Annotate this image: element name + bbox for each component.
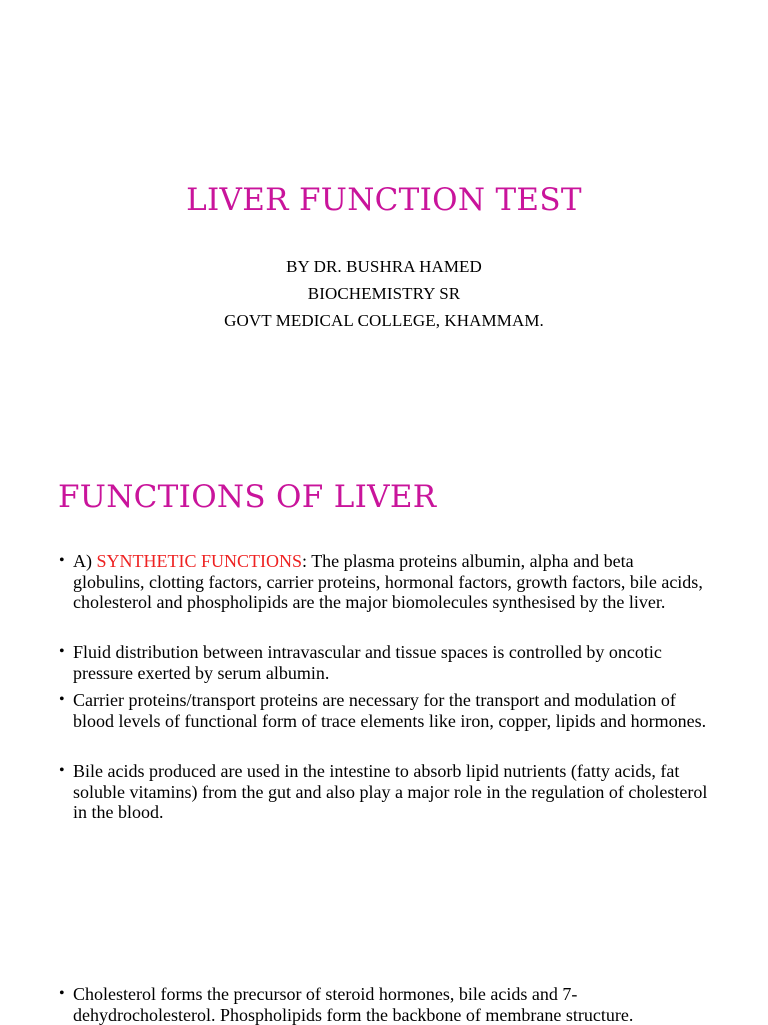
synthetic-functions-highlight: SYNTHETIC FUNCTIONS <box>96 551 303 571</box>
list-item <box>59 984 709 1025</box>
bullet-list-item-3 <box>59 690 709 731</box>
bullet-text: Carrier proteins/transport proteins are necessary for the transport and modulation of blood levels of functional form of trace elements like iron, copper, lipids and hormones. <box>73 690 707 731</box>
bullet-list-item-1 <box>59 551 709 613</box>
bullet-list-item-5 <box>59 984 709 1025</box>
list-item <box>59 551 709 613</box>
bullet-icon: • <box>59 691 65 708</box>
slide-title: LIVER FUNCTION TEST <box>186 182 582 218</box>
bullet-text: Cholesterol forms the precursor of steroid hormones, bile acids and 7-dehydrocholesterol. Phospholipids form the backbone of membrane structure. <box>73 984 634 1025</box>
bullet-prefix: A) <box>73 551 97 571</box>
author-line: BY DR. BUSHRA HAMED <box>286 257 482 276</box>
bullet-icon: • <box>59 985 65 1002</box>
list-item <box>59 690 709 731</box>
bullet-list-item-2 <box>59 642 709 683</box>
role-line: BIOCHEMISTRY SR <box>307 284 461 303</box>
list-item <box>59 642 709 683</box>
bullet-text: Bile acids produced are used in the intestine to absorb lipid nutrients (fatty acids, fat soluble vitamins) from the gut and also play a major role in the regulation of cholesterol in the blood. <box>73 761 708 823</box>
list-item <box>59 761 709 823</box>
bullet-icon: • <box>59 552 65 569</box>
bullet-icon: • <box>59 762 65 779</box>
institution-line: GOVT MEDICAL COLLEGE, KHAMMAM. <box>224 311 544 330</box>
bullet-list-item-4 <box>59 761 709 823</box>
bullet-text: : The plasma proteins albumin, alpha and beta globulins, clotting factors, carrier proteins, hormonal factors, growth factors, bile acids, cholesterol and phospholipids are the major biomolecules synthesised by the liver. <box>73 551 703 613</box>
section-title: FUNCTIONS OF LIVER <box>58 479 437 515</box>
bullet-text: Fluid distribution between intravascular and tissue spaces is controlled by oncotic pressure exerted by serum albumin. <box>73 642 662 683</box>
bullet-icon: • <box>59 643 65 660</box>
